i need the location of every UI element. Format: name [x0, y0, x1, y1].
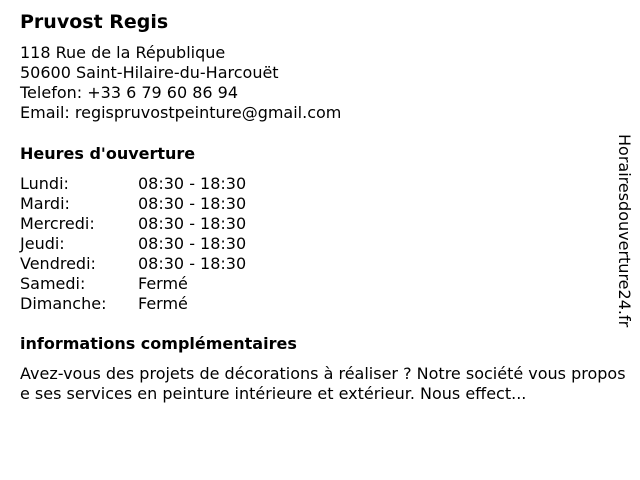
hours-row-wednesday	[20, 214, 320, 234]
day-label: Vendredi:	[20, 254, 96, 273]
time-value: Fermé	[138, 294, 188, 313]
day-label: Mardi:	[20, 194, 70, 213]
contact-block	[20, 43, 341, 123]
hours-row-saturday	[20, 274, 320, 294]
hours-row-tuesday	[20, 194, 320, 214]
time-value: 08:30 - 18:30	[138, 234, 247, 253]
time-value: Fermé	[138, 274, 188, 293]
hours-row-sunday	[20, 294, 320, 314]
site-watermark	[612, 134, 636, 374]
business-description: Avez-vous des projets de décorations à réaliser ? Notre société vous propose ses services en peinture intérieure et extérieur. Nous effect...	[20, 364, 626, 403]
opening-hours-table	[20, 174, 320, 314]
phone-number: Telefon: +33 6 79 60 86 94	[20, 83, 239, 102]
hours-heading: Heures d'ouverture	[20, 144, 196, 163]
time-value: 08:30 - 18:30	[138, 194, 247, 213]
city-address: 50600 Saint-Hilaire-du-Harcouët	[20, 63, 279, 82]
business-name: Pruvost Regis	[20, 11, 169, 33]
time-value: 08:30 - 18:30	[138, 214, 247, 233]
day-label: Dimanche:	[20, 294, 107, 313]
day-label: Lundi:	[20, 174, 69, 193]
street-address: 118 Rue de la République	[20, 43, 226, 62]
hours-row-thursday	[20, 234, 320, 254]
info-heading: informations complémentaires	[20, 334, 297, 353]
day-label: Samedi:	[20, 274, 86, 293]
email-address: Email: regispruvostpeinture@gmail.com	[20, 103, 342, 122]
business-card	[20, 0, 640, 480]
day-label: Jeudi:	[20, 234, 65, 253]
site-watermark-text: Horairesdouverture24.fr	[615, 134, 634, 328]
hours-row-friday	[20, 254, 320, 274]
time-value: 08:30 - 18:30	[138, 254, 247, 273]
time-value: 08:30 - 18:30	[138, 174, 247, 193]
day-label: Mercredi:	[20, 214, 95, 233]
hours-row-monday	[20, 174, 320, 194]
